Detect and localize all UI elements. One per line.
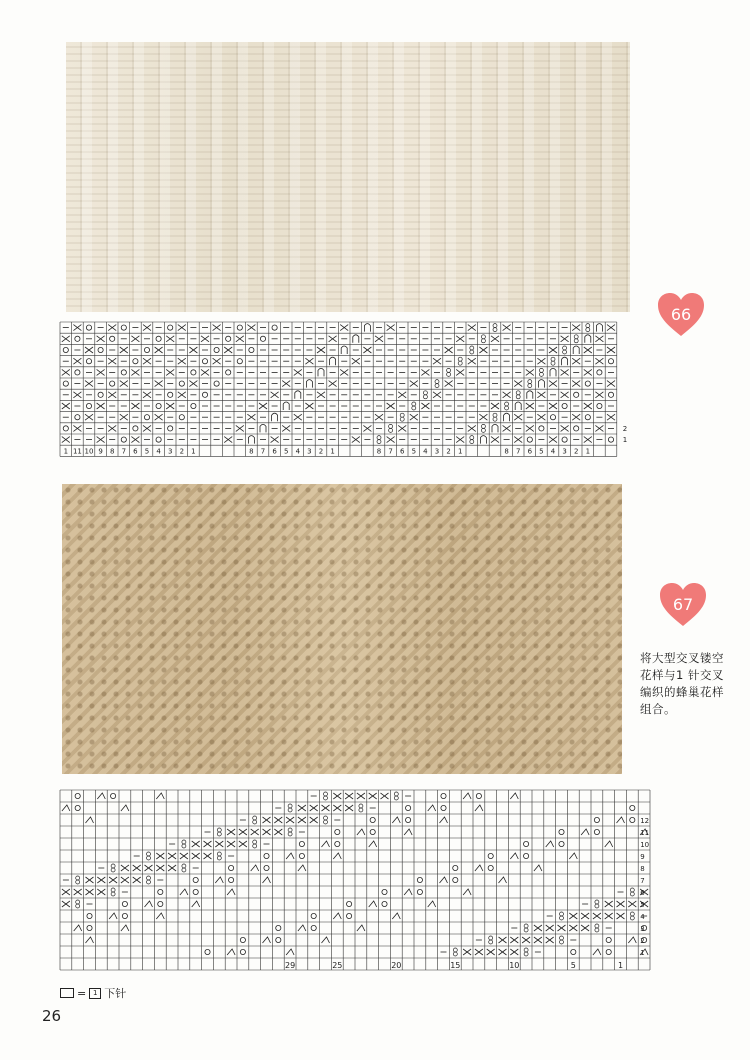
knit-stitch-glyph: 1 bbox=[92, 989, 98, 997]
stitch-label: 10 bbox=[509, 961, 520, 970]
row-number: 1 bbox=[622, 436, 628, 444]
legend-equals: = bbox=[77, 986, 87, 1000]
pattern-number: 67 bbox=[672, 595, 694, 614]
symbol-legend bbox=[60, 985, 126, 1001]
stitch-number: 1 bbox=[330, 447, 335, 456]
stitch-number: 8 bbox=[504, 447, 509, 456]
stitch-number: 3 bbox=[562, 447, 567, 456]
blank-square-symbol bbox=[60, 988, 74, 998]
stitch-number: 1 bbox=[585, 447, 591, 456]
pattern-description-67 bbox=[640, 650, 740, 718]
stitch-label: 25 bbox=[332, 961, 343, 970]
stitch-number: 7 bbox=[515, 447, 521, 456]
knitting-chart-67 bbox=[58, 788, 678, 983]
page-number: 26 bbox=[42, 1007, 62, 1025]
stitch-number: 5 bbox=[539, 447, 544, 456]
stitch-number: 7 bbox=[388, 447, 393, 456]
stitch-number: 6 bbox=[133, 447, 138, 456]
pattern-number-badge-67 bbox=[658, 582, 708, 628]
row-number: 5 bbox=[640, 901, 645, 909]
knit-stitch-symbol bbox=[89, 988, 101, 999]
stitch-number: 8 bbox=[109, 447, 115, 456]
stitch-number: 7 bbox=[121, 447, 127, 456]
stitch-label: 20 bbox=[391, 961, 402, 970]
row-number: 11 bbox=[640, 829, 650, 837]
legend-label: 下针 bbox=[104, 987, 127, 1000]
stitch-number: 1 bbox=[191, 447, 196, 456]
stitch-number: 5 bbox=[411, 447, 417, 456]
description-line: 编织的蜂巢花样 bbox=[640, 685, 724, 699]
stitch-number: 3 bbox=[434, 447, 440, 456]
stitch-label: 1 bbox=[617, 961, 624, 970]
row-number: 7 bbox=[640, 877, 645, 885]
stitch-number: 3 bbox=[167, 447, 173, 456]
pattern-number: 66 bbox=[670, 305, 692, 324]
stitch-number: 1 bbox=[63, 447, 69, 456]
stitch-number: 3 bbox=[307, 447, 312, 456]
stitch-label: 29 bbox=[285, 961, 296, 970]
description-line: 将大型交叉镂空 bbox=[640, 651, 724, 665]
stitch-number: 7 bbox=[260, 447, 266, 456]
stitch-number: 8 bbox=[376, 447, 382, 456]
chart-grid bbox=[60, 322, 617, 456]
row-number: 2 bbox=[640, 937, 645, 945]
row-number: 3 bbox=[640, 925, 645, 933]
row-number: 9 bbox=[640, 853, 645, 861]
stitch-number: 8 bbox=[249, 447, 254, 456]
stitch-label: 5 bbox=[570, 961, 576, 970]
row-number: 2 bbox=[622, 424, 628, 433]
stitch-number: 4 bbox=[423, 447, 428, 456]
stitch-number: 9 bbox=[98, 447, 103, 456]
stitch-number: 10 bbox=[84, 447, 94, 456]
stitch-number: 6 bbox=[399, 447, 405, 456]
row-number: 10 bbox=[640, 841, 650, 849]
row-number: 8 bbox=[640, 865, 645, 873]
description-line: 花样与1 针交叉 bbox=[640, 668, 724, 682]
stitch-number: 2 bbox=[318, 447, 324, 456]
stitch-number: 5 bbox=[144, 447, 150, 456]
knit-swatch-photo-66 bbox=[66, 42, 630, 312]
stitch-number: 2 bbox=[179, 447, 185, 456]
description-line: 组合。 bbox=[640, 702, 676, 716]
row-number: 1 bbox=[640, 949, 645, 957]
knit-swatch-photo-67 bbox=[62, 484, 622, 774]
stitch-number: 4 bbox=[550, 447, 556, 456]
stitch-number: 6 bbox=[527, 447, 533, 456]
stitch-number: 2 bbox=[446, 447, 451, 456]
stitch-number: 2 bbox=[573, 447, 579, 456]
row-number: 6 bbox=[640, 889, 645, 897]
pattern-number-badge-66 bbox=[656, 292, 706, 338]
stitch-number: 4 bbox=[295, 447, 301, 456]
stitch-number: 11 bbox=[72, 447, 82, 456]
stitch-number: 4 bbox=[156, 447, 161, 456]
row-number: 4 bbox=[640, 913, 645, 921]
stitch-number: 6 bbox=[272, 447, 277, 456]
stitch-number: 5 bbox=[283, 447, 289, 456]
row-number: 12 bbox=[640, 817, 650, 825]
stitch-number: 1 bbox=[457, 447, 463, 456]
stitch-label: 15 bbox=[450, 961, 461, 970]
knitting-chart-66 bbox=[58, 320, 638, 470]
